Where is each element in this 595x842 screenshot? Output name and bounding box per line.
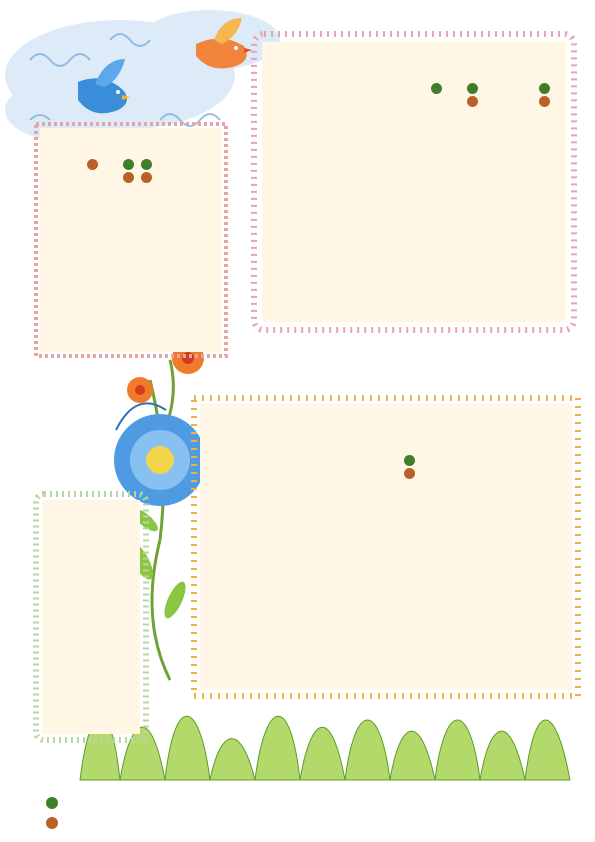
vegetables-menu-item-8 <box>333 454 347 682</box>
salad-panel <box>262 42 566 322</box>
blue-flower-icon <box>114 403 206 506</box>
egg-menu-item-2 <box>63 536 77 726</box>
salad-menu-item-8 <box>339 82 353 314</box>
tofu-menu-item-2 <box>157 158 171 346</box>
vegetables-menu-item-11-sub <box>241 454 255 682</box>
coriander-mark-icon <box>539 83 550 94</box>
vegetables-menu-item-5 <box>402 454 416 682</box>
salad-menu-item-6 <box>393 82 407 314</box>
tofu-menu-item-0 <box>193 158 207 346</box>
egg-menu-item-0 <box>107 536 121 726</box>
salad-menu-item-9 <box>321 82 335 314</box>
salad-menu-item-1 <box>519 82 533 314</box>
vegetables-menu-item-10 <box>287 454 301 682</box>
sky-clouds <box>5 10 280 140</box>
spicy-mark-icon <box>123 172 134 183</box>
tofu-menu-item-4 <box>121 158 135 346</box>
vegetables-menu-item-7 <box>356 454 370 682</box>
tofu-menu-item-5 <box>103 158 117 346</box>
coriander-mark-icon <box>141 159 152 170</box>
grass-strip <box>80 716 570 780</box>
salad-menu-item-7 <box>357 82 371 314</box>
salad-menu-item-4 <box>429 82 443 314</box>
vegetables-menu-item-0 <box>517 454 531 682</box>
vegetables-menu-item-6 <box>379 454 393 682</box>
vegetables-menu-item-1 <box>494 454 508 682</box>
spicy-mark-icon <box>46 817 58 829</box>
salad-menu-item-10-sub <box>285 82 299 314</box>
salad-menu-item-10 <box>303 82 317 314</box>
egg-panel <box>42 500 140 734</box>
spicy-mark-icon <box>467 96 478 107</box>
spicy-mark-icon <box>404 468 415 479</box>
tofu-menu-item-6-sub <box>67 158 81 346</box>
vegetables-menu-item-4 <box>425 454 439 682</box>
vegetables-menu-item-3 <box>448 454 462 682</box>
spicy-mark-icon <box>141 172 152 183</box>
salad-menu-item-1-sub <box>501 82 515 314</box>
salad-menu-item-0 <box>537 82 551 314</box>
salad-menu-item-6-sub <box>375 82 389 314</box>
tofu-menu-item-6 <box>85 158 99 346</box>
coriander-mark-icon <box>404 455 415 466</box>
salad-menu-item-3-sub <box>447 82 461 314</box>
salad-menu-item-3 <box>465 82 479 314</box>
vegetables-menu-item-11 <box>264 454 278 682</box>
salad-menu-item-5 <box>411 82 425 314</box>
egg-menu-item-1 <box>85 536 99 726</box>
spicy-mark-icon <box>87 159 98 170</box>
tofu-menu-item-3 <box>139 158 153 346</box>
legend-spicy <box>46 816 62 830</box>
vegetables-panel <box>200 404 572 690</box>
coriander-mark-icon <box>467 83 478 94</box>
spicy-mark-icon <box>539 96 550 107</box>
tofu-menu-item-1 <box>175 158 189 346</box>
coriander-mark-icon <box>46 797 58 809</box>
salad-menu-item-2 <box>483 82 497 314</box>
vegetables-menu-item-2 <box>471 454 485 682</box>
coriander-mark-icon <box>123 159 134 170</box>
tofu-panel <box>40 128 222 352</box>
vegetables-menu-item-9 <box>310 454 324 682</box>
legend-coriander <box>46 796 62 810</box>
coriander-mark-icon <box>431 83 442 94</box>
